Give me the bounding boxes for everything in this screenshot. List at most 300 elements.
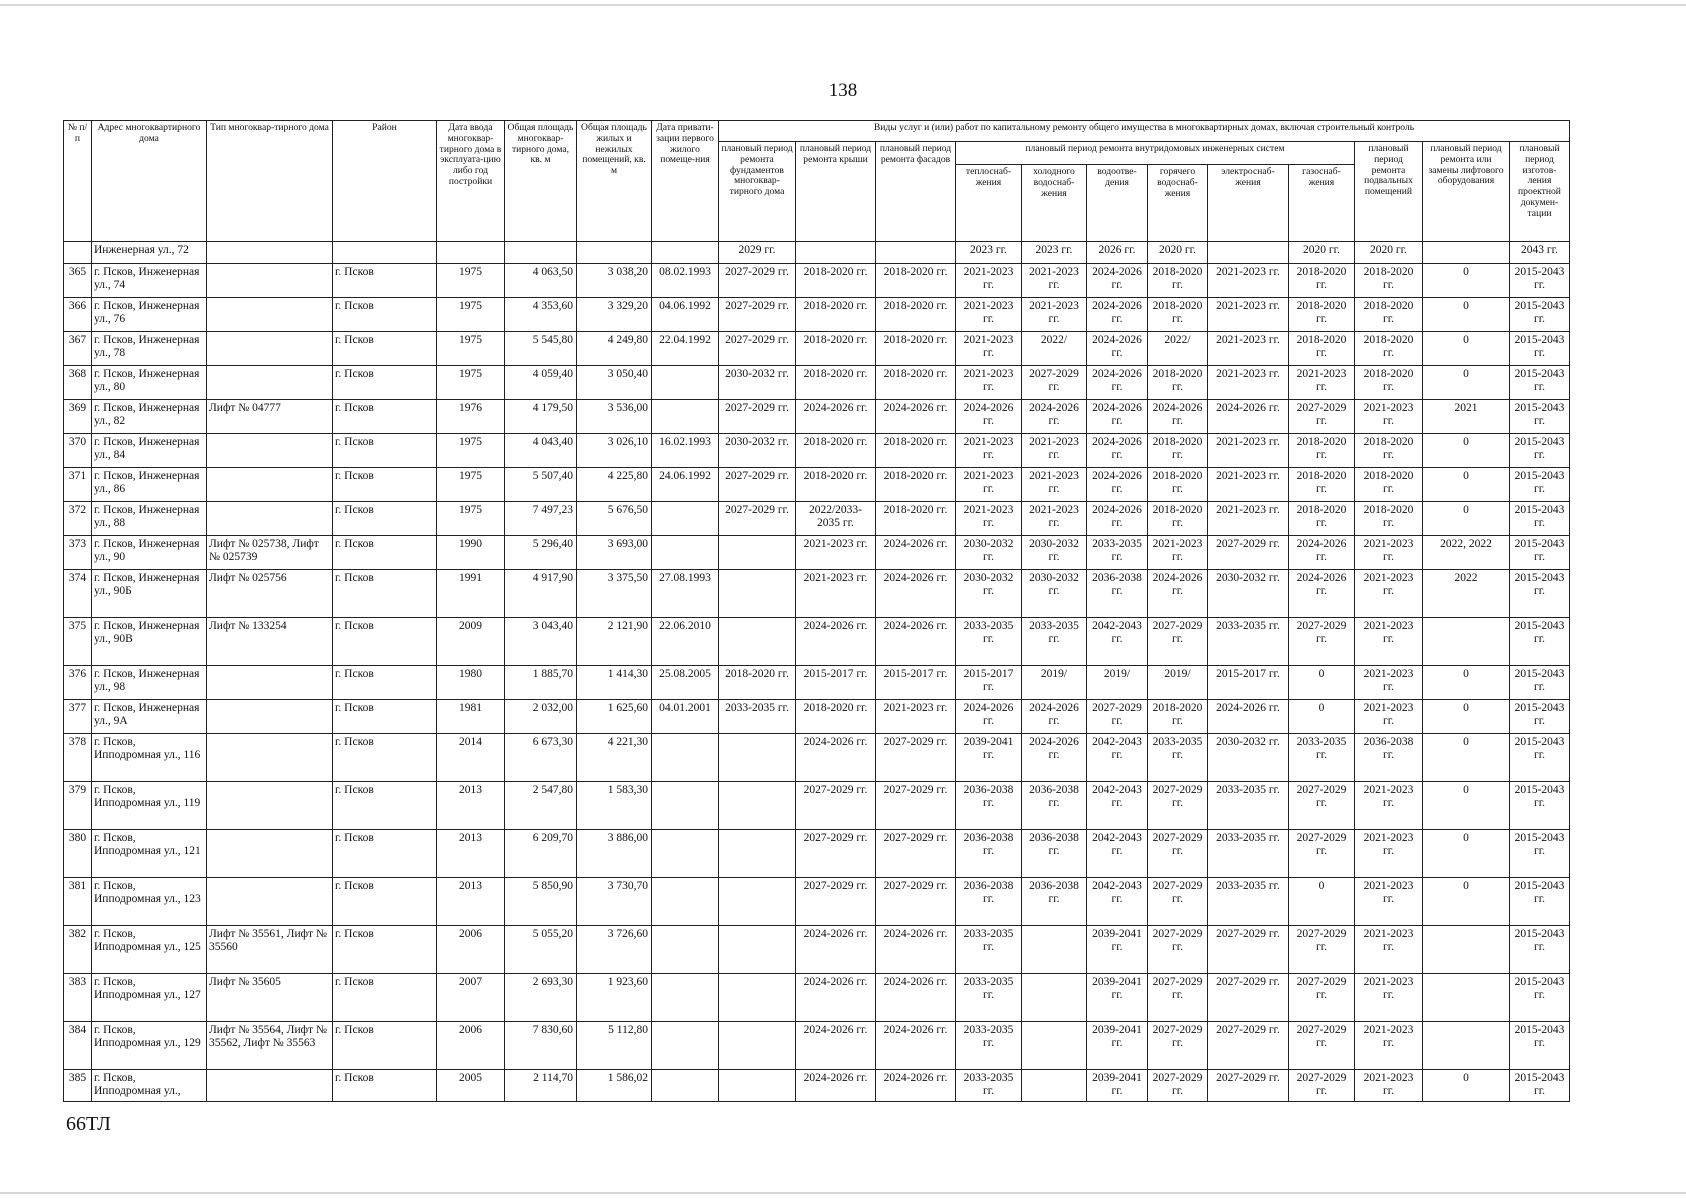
- elevator-period-cell: 0: [1423, 666, 1510, 700]
- roof-period-cell: 2021-2023 гг.: [796, 536, 876, 570]
- hot-water-period-cell: 2027-2029 гг.: [1148, 618, 1208, 666]
- documentation-period-cell: 2015-2043 гг.: [1510, 536, 1570, 570]
- hot-water-period-cell: 2027-2029 гг.: [1148, 974, 1208, 1022]
- heating-period-cell: 2021-2023 гг.: [956, 298, 1022, 332]
- hot-water-period-cell: 2018-2020 гг.: [1148, 468, 1208, 502]
- address-cell: г. Псков, Ипподромная ул., 127: [92, 974, 207, 1022]
- table-row: [64, 782, 1570, 830]
- basement-period-cell: 2018-2020 гг.: [1355, 502, 1423, 536]
- gas-period-cell: 2027-2029 гг.: [1289, 618, 1355, 666]
- documentation-period-cell: 2015-2043 гг.: [1510, 570, 1570, 618]
- hot-water-period-cell: 2020 гг.: [1148, 242, 1208, 264]
- year-cell: 1981: [437, 700, 505, 734]
- basement-period-cell: 2021-2023 гг.: [1355, 974, 1423, 1022]
- year-cell: 2007: [437, 974, 505, 1022]
- foundation-period-cell: [719, 1070, 796, 1102]
- sewerage-period-cell: 2042-2043 гг.: [1087, 830, 1148, 878]
- electricity-period-cell: 2015-2017 гг.: [1208, 666, 1289, 700]
- roof-period-cell: 2018-2020 гг.: [796, 332, 876, 366]
- header-roof: плановый период ремонта крыши: [796, 142, 876, 242]
- heating-period-cell: 2021-2023 гг.: [956, 264, 1022, 298]
- hot-water-period-cell: 2024-2026 гг.: [1148, 400, 1208, 434]
- roof-period-cell: 2024-2026 гг.: [796, 1022, 876, 1070]
- row-number: 381: [64, 878, 92, 926]
- foundation-period-cell: 2027-2029 гг.: [719, 468, 796, 502]
- hot-water-period-cell: 2027-2029 гг.: [1148, 878, 1208, 926]
- cold-water-period-cell: 2021-2023 гг.: [1022, 298, 1087, 332]
- living-area-cell: 4 221,30: [577, 734, 652, 782]
- facade-period-cell: 2024-2026 гг.: [876, 618, 956, 666]
- gas-period-cell: 2027-2029 гг.: [1289, 1022, 1355, 1070]
- basement-period-cell: 2018-2020 гг.: [1355, 332, 1423, 366]
- row-number: 368: [64, 366, 92, 400]
- district-cell: г. Псков: [333, 468, 437, 502]
- house-type-cell: [207, 878, 333, 926]
- roof-period-cell: 2027-2029 гг.: [796, 782, 876, 830]
- sewerage-period-cell: 2019/: [1087, 666, 1148, 700]
- electricity-period-cell: 2030-2032 гг.: [1208, 734, 1289, 782]
- foundation-period-cell: 2030-2032 гг.: [719, 366, 796, 400]
- total-area-cell: [505, 242, 577, 264]
- header-district: Район: [333, 121, 437, 242]
- facade-period-cell: 2024-2026 гг.: [876, 400, 956, 434]
- facade-period-cell: 2024-2026 гг.: [876, 1022, 956, 1070]
- electricity-period-cell: 2021-2023 гг.: [1208, 298, 1289, 332]
- roof-period-cell: 2024-2026 гг.: [796, 1070, 876, 1102]
- facade-period-cell: 2018-2020 гг.: [876, 366, 956, 400]
- address-cell: г. Псков, Ипподромная ул., 125: [92, 926, 207, 974]
- roof-period-cell: 2022/2033-2035 гг.: [796, 502, 876, 536]
- facade-period-cell: 2027-2029 гг.: [876, 878, 956, 926]
- gas-period-cell: 0: [1289, 700, 1355, 734]
- elevator-period-cell: 0: [1423, 434, 1510, 468]
- facade-period-cell: 2018-2020 гг.: [876, 434, 956, 468]
- district-cell: г. Псков: [333, 618, 437, 666]
- electricity-period-cell: 2027-2029 гг.: [1208, 926, 1289, 974]
- heating-period-cell: 2036-2038 гг.: [956, 782, 1022, 830]
- total-area-cell: 5 545,80: [505, 332, 577, 366]
- table-row: [64, 700, 1570, 734]
- elevator-period-cell: [1423, 1022, 1510, 1070]
- address-cell: г. Псков, Инженерная ул., 9А: [92, 700, 207, 734]
- year-cell: 1990: [437, 536, 505, 570]
- basement-period-cell: 2018-2020 гг.: [1355, 298, 1423, 332]
- foundation-period-cell: 2027-2029 гг.: [719, 332, 796, 366]
- heating-period-cell: 2033-2035 гг.: [956, 1070, 1022, 1102]
- cold-water-period-cell: [1022, 974, 1087, 1022]
- table-row: [64, 878, 1570, 926]
- district-cell: г. Псков: [333, 782, 437, 830]
- documentation-period-cell: 2015-2043 гг.: [1510, 366, 1570, 400]
- row-number: 366: [64, 298, 92, 332]
- header-elevator: плановый период ремонта или замены лифтового оборудования: [1423, 142, 1510, 242]
- heating-period-cell: 2036-2038 гг.: [956, 830, 1022, 878]
- table-row: [64, 570, 1570, 618]
- address-cell: г. Псков, Инженерная ул., 90: [92, 536, 207, 570]
- privatization-date-cell: [652, 974, 719, 1022]
- house-type-cell: [207, 666, 333, 700]
- address-cell: г. Псков, Инженерная ул., 84: [92, 434, 207, 468]
- facade-period-cell: 2027-2029 гг.: [876, 830, 956, 878]
- documentation-period-cell: 2043 гг.: [1510, 242, 1570, 264]
- cold-water-period-cell: [1022, 926, 1087, 974]
- electricity-period-cell: 2021-2023 гг.: [1208, 502, 1289, 536]
- house-type-cell: [207, 700, 333, 734]
- living-area-cell: 3 693,00: [577, 536, 652, 570]
- hot-water-period-cell: 2018-2020 гг.: [1148, 264, 1208, 298]
- electricity-period-cell: 2021-2023 гг.: [1208, 468, 1289, 502]
- year-cell: 2013: [437, 878, 505, 926]
- documentation-period-cell: 2015-2043 гг.: [1510, 830, 1570, 878]
- elevator-period-cell: 0: [1423, 700, 1510, 734]
- gas-period-cell: 2018-2020 гг.: [1289, 468, 1355, 502]
- district-cell: г. Псков: [333, 700, 437, 734]
- year-cell: 1975: [437, 298, 505, 332]
- sewerage-period-cell: 2027-2029 гг.: [1087, 700, 1148, 734]
- electricity-period-cell: 2021-2023 гг.: [1208, 332, 1289, 366]
- address-cell: г. Псков, Ипподромная ул., 123: [92, 878, 207, 926]
- elevator-period-cell: 0: [1423, 502, 1510, 536]
- privatization-date-cell: [652, 502, 719, 536]
- roof-period-cell: 2024-2026 гг.: [796, 926, 876, 974]
- privatization-date-cell: [652, 366, 719, 400]
- elevator-period-cell: 0: [1423, 782, 1510, 830]
- elevator-period-cell: 0: [1423, 830, 1510, 878]
- hot-water-period-cell: 2018-2020 гг.: [1148, 434, 1208, 468]
- house-type-cell: Лифт № 025738, Лифт № 025739: [207, 536, 333, 570]
- district-cell: [333, 242, 437, 264]
- foundation-period-cell: [719, 830, 796, 878]
- gas-period-cell: 0: [1289, 666, 1355, 700]
- electricity-period-cell: 2033-2035 гг.: [1208, 618, 1289, 666]
- cold-water-period-cell: 2022/: [1022, 332, 1087, 366]
- roof-period-cell: 2024-2026 гг.: [796, 400, 876, 434]
- heating-period-cell: 2033-2035 гг.: [956, 974, 1022, 1022]
- roof-period-cell: 2018-2020 гг.: [796, 264, 876, 298]
- foundation-period-cell: 2030-2032 гг.: [719, 434, 796, 468]
- heating-period-cell: 2024-2026 гг.: [956, 400, 1022, 434]
- house-type-cell: Лифт № 04777: [207, 400, 333, 434]
- cold-water-period-cell: 2023 гг.: [1022, 242, 1087, 264]
- total-area-cell: 5 055,20: [505, 926, 577, 974]
- sewerage-period-cell: 2039-2041 гг.: [1087, 926, 1148, 974]
- gas-period-cell: 0: [1289, 878, 1355, 926]
- basement-period-cell: 2021-2023 гг.: [1355, 536, 1423, 570]
- gas-period-cell: 2027-2029 гг.: [1289, 974, 1355, 1022]
- sewerage-period-cell: 2042-2043 гг.: [1087, 878, 1148, 926]
- facade-period-cell: 2018-2020 гг.: [876, 332, 956, 366]
- heating-period-cell: 2033-2035 гг.: [956, 1022, 1022, 1070]
- row-number: [64, 242, 92, 264]
- cold-water-period-cell: 2036-2038 гг.: [1022, 782, 1087, 830]
- privatization-date-cell: 04.06.1992: [652, 298, 719, 332]
- address-cell: г. Псков, Инженерная ул., 88: [92, 502, 207, 536]
- total-area-cell: 5 850,90: [505, 878, 577, 926]
- documentation-period-cell: 2015-2043 гг.: [1510, 782, 1570, 830]
- living-area-cell: 4 249,80: [577, 332, 652, 366]
- address-cell: г. Псков, Инженерная ул., 80: [92, 366, 207, 400]
- electricity-period-cell: 2021-2023 гг.: [1208, 366, 1289, 400]
- total-area-cell: 1 885,70: [505, 666, 577, 700]
- address-cell: г. Псков, Ипподромная ул., 121: [92, 830, 207, 878]
- address-cell: г. Псков, Инженерная ул., 90Б: [92, 570, 207, 618]
- total-area-cell: 2 693,30: [505, 974, 577, 1022]
- district-cell: г. Псков: [333, 298, 437, 332]
- hot-water-period-cell: 2018-2020 гг.: [1148, 502, 1208, 536]
- district-cell: г. Псков: [333, 878, 437, 926]
- documentation-period-cell: 2015-2043 гг.: [1510, 434, 1570, 468]
- total-area-cell: 6 673,30: [505, 734, 577, 782]
- living-area-cell: 3 886,00: [577, 830, 652, 878]
- district-cell: г. Псков: [333, 366, 437, 400]
- address-cell: г. Псков, Ипподромная ул.,: [92, 1070, 207, 1102]
- gas-period-cell: 2018-2020 гг.: [1289, 298, 1355, 332]
- house-type-cell: [207, 782, 333, 830]
- row-number: 367: [64, 332, 92, 366]
- table-row: [64, 536, 1570, 570]
- basement-period-cell: 2036-2038 гг.: [1355, 734, 1423, 782]
- house-type-cell: Лифт № 35564, Лифт № 35562, Лифт № 35563: [207, 1022, 333, 1070]
- year-cell: 1975: [437, 502, 505, 536]
- header-living-area: Общая площадь жилых и нежилых помещений, кв. м: [577, 121, 652, 242]
- living-area-cell: 1 583,30: [577, 782, 652, 830]
- roof-period-cell: 2027-2029 гг.: [796, 878, 876, 926]
- sewerage-period-cell: 2024-2026 гг.: [1087, 366, 1148, 400]
- living-area-cell: 3 329,20: [577, 298, 652, 332]
- living-area-cell: 3 536,00: [577, 400, 652, 434]
- documentation-period-cell: 2015-2043 гг.: [1510, 264, 1570, 298]
- basement-period-cell: 2021-2023 гг.: [1355, 700, 1423, 734]
- electricity-period-cell: 2027-2029 гг.: [1208, 974, 1289, 1022]
- hot-water-period-cell: 2021-2023 гг.: [1148, 536, 1208, 570]
- privatization-date-cell: [652, 242, 719, 264]
- sewerage-period-cell: 2024-2026 гг.: [1087, 264, 1148, 298]
- living-area-cell: 3 726,60: [577, 926, 652, 974]
- facade-period-cell: 2021-2023 гг.: [876, 700, 956, 734]
- foundation-period-cell: 2027-2029 гг.: [719, 502, 796, 536]
- address-cell: Инженерная ул., 72: [92, 242, 207, 264]
- privatization-date-cell: [652, 1022, 719, 1070]
- document-code: 66ТЛ: [66, 1113, 111, 1135]
- total-area-cell: 2 114,70: [505, 1070, 577, 1102]
- basement-period-cell: 2021-2023 гг.: [1355, 782, 1423, 830]
- privatization-date-cell: [652, 1070, 719, 1102]
- elevator-period-cell: 0: [1423, 734, 1510, 782]
- sewerage-period-cell: 2024-2026 гг.: [1087, 400, 1148, 434]
- header-documentation: плановый период изготов-ления проектной докумен-тации: [1510, 142, 1570, 242]
- sewerage-period-cell: 2039-2041 гг.: [1087, 1070, 1148, 1102]
- privatization-date-cell: [652, 400, 719, 434]
- header-gas: газоснаб-жения: [1289, 165, 1355, 242]
- roof-period-cell: [796, 242, 876, 264]
- gas-period-cell: 2027-2029 гг.: [1289, 400, 1355, 434]
- heating-period-cell: 2030-2032 гг.: [956, 570, 1022, 618]
- electricity-period-cell: 2030-2032 гг.: [1208, 570, 1289, 618]
- total-area-cell: 2 547,80: [505, 782, 577, 830]
- electricity-period-cell: 2033-2035 гг.: [1208, 878, 1289, 926]
- address-cell: г. Псков, Ипподромная ул., 129: [92, 1022, 207, 1070]
- district-cell: г. Псков: [333, 570, 437, 618]
- row-number: 374: [64, 570, 92, 618]
- house-type-cell: [207, 298, 333, 332]
- page-number: 138: [828, 80, 858, 101]
- total-area-cell: 7 497,23: [505, 502, 577, 536]
- address-cell: г. Псков, Инженерная ул., 74: [92, 264, 207, 298]
- year-cell: 1975: [437, 468, 505, 502]
- gas-period-cell: 2024-2026 гг.: [1289, 570, 1355, 618]
- roof-period-cell: 2018-2020 гг.: [796, 700, 876, 734]
- living-area-cell: 2 121,90: [577, 618, 652, 666]
- roof-period-cell: 2024-2026 гг.: [796, 974, 876, 1022]
- privatization-date-cell: [652, 926, 719, 974]
- address-cell: г. Псков, Инженерная ул., 90В: [92, 618, 207, 666]
- table-body: [64, 242, 1570, 1102]
- house-type-cell: [207, 830, 333, 878]
- gas-period-cell: 2018-2020 гг.: [1289, 264, 1355, 298]
- documentation-period-cell: 2015-2043 гг.: [1510, 298, 1570, 332]
- roof-period-cell: 2018-2020 гг.: [796, 434, 876, 468]
- basement-period-cell: 2021-2023 гг.: [1355, 1022, 1423, 1070]
- heating-period-cell: 2033-2035 гг.: [956, 926, 1022, 974]
- address-cell: г. Псков, Инженерная ул., 76: [92, 298, 207, 332]
- hot-water-period-cell: 2018-2020 гг.: [1148, 700, 1208, 734]
- basement-period-cell: 2021-2023 гг.: [1355, 618, 1423, 666]
- district-cell: г. Псков: [333, 734, 437, 782]
- basement-period-cell: 2021-2023 гг.: [1355, 878, 1423, 926]
- header-privatization: Дата привати-зации первого жилого помеще-ния: [652, 121, 719, 242]
- privatization-date-cell: 22.06.2010: [652, 618, 719, 666]
- elevator-period-cell: [1423, 242, 1510, 264]
- basement-period-cell: 2018-2020 гг.: [1355, 434, 1423, 468]
- privatization-date-cell: 08.02.1993: [652, 264, 719, 298]
- hot-water-period-cell: 2027-2029 гг.: [1148, 1070, 1208, 1102]
- roof-period-cell: 2018-2020 гг.: [796, 366, 876, 400]
- year-cell: 1975: [437, 366, 505, 400]
- district-cell: г. Псков: [333, 400, 437, 434]
- privatization-date-cell: [652, 734, 719, 782]
- house-type-cell: [207, 264, 333, 298]
- gas-period-cell: 2018-2020 гг.: [1289, 332, 1355, 366]
- living-area-cell: 3 026,10: [577, 434, 652, 468]
- gas-period-cell: 2027-2029 гг.: [1289, 1070, 1355, 1102]
- foundation-period-cell: 2027-2029 гг.: [719, 264, 796, 298]
- house-type-cell: Лифт № 35605: [207, 974, 333, 1022]
- facade-period-cell: 2024-2026 гг.: [876, 974, 956, 1022]
- facade-period-cell: [876, 242, 956, 264]
- documentation-period-cell: 2015-2043 гг.: [1510, 1022, 1570, 1070]
- foundation-period-cell: [719, 570, 796, 618]
- cold-water-period-cell: 2036-2038 гг.: [1022, 830, 1087, 878]
- cold-water-period-cell: 2021-2023 гг.: [1022, 468, 1087, 502]
- year-cell: 1975: [437, 264, 505, 298]
- elevator-period-cell: [1423, 926, 1510, 974]
- cold-water-period-cell: 2024-2026 гг.: [1022, 700, 1087, 734]
- row-number: 384: [64, 1022, 92, 1070]
- heating-period-cell: 2021-2023 гг.: [956, 332, 1022, 366]
- privatization-date-cell: 22.04.1992: [652, 332, 719, 366]
- foundation-period-cell: [719, 536, 796, 570]
- roof-period-cell: 2015-2017 гг.: [796, 666, 876, 700]
- heating-period-cell: 2033-2035 гг.: [956, 618, 1022, 666]
- sewerage-period-cell: 2039-2041 гг.: [1087, 974, 1148, 1022]
- heating-period-cell: 2030-2032 гг.: [956, 536, 1022, 570]
- basement-period-cell: 2021-2023 гг.: [1355, 830, 1423, 878]
- header-hot-water: горячего водоснаб-жения: [1148, 165, 1208, 242]
- hot-water-period-cell: 2033-2035 гг.: [1148, 734, 1208, 782]
- heating-period-cell: 2021-2023 гг.: [956, 366, 1022, 400]
- foundation-period-cell: 2029 гг.: [719, 242, 796, 264]
- row-number: 380: [64, 830, 92, 878]
- header-total-area: Общая площадь многоквар-тирного дома, кв. м: [505, 121, 577, 242]
- table-row: [64, 666, 1570, 700]
- district-cell: г. Псков: [333, 332, 437, 366]
- total-area-cell: 5 507,40: [505, 468, 577, 502]
- header-address: Адрес многоквартирного дома: [92, 121, 207, 242]
- hot-water-period-cell: 2024-2026 гг.: [1148, 570, 1208, 618]
- sewerage-period-cell: 2039-2041 гг.: [1087, 1022, 1148, 1070]
- cold-water-period-cell: 2021-2023 гг.: [1022, 434, 1087, 468]
- roof-period-cell: 2018-2020 гг.: [796, 468, 876, 502]
- table-row: [64, 1070, 1570, 1102]
- basement-period-cell: 2021-2023 гг.: [1355, 666, 1423, 700]
- basement-period-cell: 2021-2023 гг.: [1355, 926, 1423, 974]
- electricity-period-cell: 2033-2035 гг.: [1208, 782, 1289, 830]
- elevator-period-cell: 0: [1423, 1070, 1510, 1102]
- cold-water-period-cell: 2021-2023 гг.: [1022, 264, 1087, 298]
- cold-water-period-cell: 2024-2026 гг.: [1022, 734, 1087, 782]
- electricity-period-cell: 2033-2035 гг.: [1208, 830, 1289, 878]
- documentation-period-cell: 2015-2043 гг.: [1510, 468, 1570, 502]
- foundation-period-cell: 2018-2020 гг.: [719, 666, 796, 700]
- basement-period-cell: 2021-2023 гг.: [1355, 400, 1423, 434]
- header-foundation: плановый период ремонта фундаментов многоквар-тирного дома: [719, 142, 796, 242]
- year-cell: 1980: [437, 666, 505, 700]
- gas-period-cell: 2020 гг.: [1289, 242, 1355, 264]
- table-row: [64, 618, 1570, 666]
- facade-period-cell: 2018-2020 гг.: [876, 502, 956, 536]
- gas-period-cell: 2033-2035 гг.: [1289, 734, 1355, 782]
- hot-water-period-cell: 2022/: [1148, 332, 1208, 366]
- row-number: 382: [64, 926, 92, 974]
- total-area-cell: 7 830,60: [505, 1022, 577, 1070]
- cold-water-period-cell: 2030-2032 гг.: [1022, 570, 1087, 618]
- foundation-period-cell: [719, 1022, 796, 1070]
- district-cell: г. Псков: [333, 434, 437, 468]
- cold-water-period-cell: 2019/: [1022, 666, 1087, 700]
- row-number: 369: [64, 400, 92, 434]
- table-row: [64, 264, 1570, 298]
- elevator-period-cell: 0: [1423, 332, 1510, 366]
- house-type-cell: [207, 434, 333, 468]
- year-cell: 1976: [437, 400, 505, 434]
- elevator-period-cell: 0: [1423, 264, 1510, 298]
- cold-water-period-cell: 2036-2038 гг.: [1022, 878, 1087, 926]
- living-area-cell: 3 038,20: [577, 264, 652, 298]
- house-type-cell: [207, 1070, 333, 1102]
- roof-period-cell: 2024-2026 гг.: [796, 734, 876, 782]
- cold-water-period-cell: 2030-2032 гг.: [1022, 536, 1087, 570]
- capital-repair-table: [63, 120, 1570, 1102]
- year-cell: 2005: [437, 1070, 505, 1102]
- living-area-cell: 3 730,70: [577, 878, 652, 926]
- living-area-cell: 5 676,50: [577, 502, 652, 536]
- foundation-period-cell: [719, 926, 796, 974]
- heating-period-cell: 2021-2023 гг.: [956, 502, 1022, 536]
- table-row: [64, 434, 1570, 468]
- roof-period-cell: 2018-2020 гг.: [796, 298, 876, 332]
- header-num: № п/п: [64, 121, 92, 242]
- row-number: 376: [64, 666, 92, 700]
